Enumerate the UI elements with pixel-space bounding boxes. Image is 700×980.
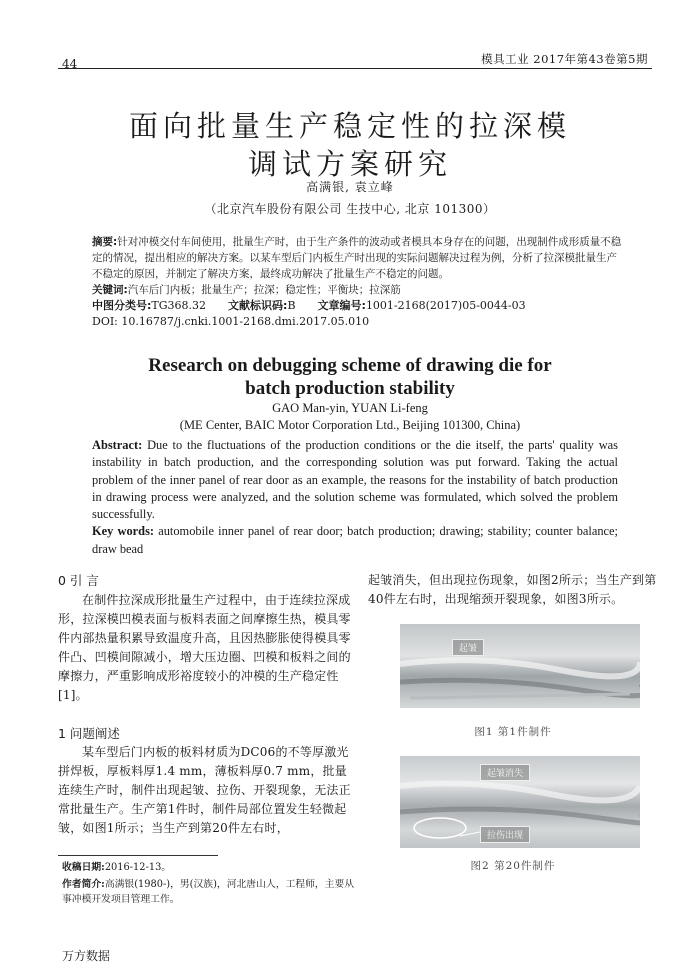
doi: DOI: 10.16787/j.cnki.1001-2168.dmi.2017.05.010 <box>92 315 370 328</box>
cn-abstract-text: 针对冲模交付车间使用，批量生产时，由于生产条件的波动或者模具本身存在的问题，出现制件成形质量不稳定的情况，提出相应的解决方案。以某车型后门内板生产时出现的实际问题解决过程为例，分析了拉深模批量生产不稳定的原因，并制定了解决方案，最终成功解决了批量生产不稳定的问题。 <box>92 236 622 280</box>
en-keywords-text: automobile inner panel of rear door; batch production; drawing; stability; counter balance; draw bead <box>92 524 618 556</box>
cn-classification <box>92 298 622 314</box>
article-no-value: 1001-2168(2017)05-0044-03 <box>365 299 526 312</box>
cn-title-line1: 面向批量生产稳定性的拉深模 <box>128 109 571 143</box>
cn-authors: 高满银, 袁立峰 <box>306 180 394 194</box>
cn-keywords <box>92 282 622 298</box>
section-heading-1: 1 问题阐述 <box>58 726 120 741</box>
doc-code-value: B <box>287 299 296 312</box>
journal-header: 模具工业 2017年第43卷第5期 <box>481 52 648 66</box>
en-authors: GAO Man-yin, YUAN Li-feng <box>272 401 428 415</box>
article-no-label: 文章编号: <box>317 299 366 312</box>
intro-paragraph: 在制件拉深成形批量生产过程中，由于连续拉深成形，拉深模凹模表面与板料表面之间摩擦生热，模具零件内部热量积累导致温度升高，且因热膨胀使得模具零件凸、凹模间隙减小，增大压边圈、凹模和板料之间的摩擦力，严重影响成形裕度较小的冲模的生产稳定性[1]。 <box>58 593 351 702</box>
en-title-line1: Research on debugging scheme of drawing die for <box>148 355 552 376</box>
footnote-rule <box>58 855 218 856</box>
en-abstract-label: Abstract: <box>92 438 143 452</box>
figure-1-tag-wrinkle: 起皱 <box>452 639 484 656</box>
cn-title-line2: 调试方案研究 <box>247 147 452 181</box>
watermark: 万方数据 <box>62 949 111 963</box>
cn-abstract-label: 摘要: <box>92 236 118 248</box>
en-title-line2: batch production stability <box>245 378 455 399</box>
received-label: 收稿日期: <box>62 862 105 873</box>
en-abstract-block <box>92 437 618 558</box>
en-keywords-label: Key words: <box>92 524 155 539</box>
cn-keywords-label: 关键词: <box>92 284 128 296</box>
en-keywords <box>92 523 618 558</box>
cn-abstract <box>92 234 622 282</box>
page-number: 44 <box>62 57 78 71</box>
section-heading-intro: 0 引 言 <box>58 573 99 588</box>
cn-abstract-block <box>92 234 622 330</box>
author-bio-label: 作者简介: <box>62 879 105 890</box>
footnote-author <box>62 877 362 907</box>
cn-affiliation: （北京汽车股份有限公司 生技中心, 北京 101300） <box>204 202 496 216</box>
doc-code-label: 文献标识码: <box>228 299 288 312</box>
figure-2-caption: 图2 第20件制件 <box>470 860 556 872</box>
cn-keywords-text: 汽车后门内板；批量生产；拉深；稳定性；平衡块；拉深筋 <box>127 284 401 296</box>
section-1-paragraph: 某车型后门内板的板料材质为DC06的不等厚激光拼焊板，厚板料厚1.4 mm，薄板料厚0.7 mm，批量连续生产时，制件出现起皱、拉伤、开裂现象，无法正常批量生产。生产第1件时，制件局部位置发生轻微起皱，如图1所示；当生产到第20件左右时， <box>58 745 351 835</box>
en-abstract <box>92 437 618 523</box>
figure-2-tag-wrinkle-gone: 起皱消失 <box>480 764 530 781</box>
en-abstract-text: Due to the fluctuations of the production conditions or the die itself, the parts' quality was instability in batch production, and the corresponding solution was put forward. Taking the actual problem of the inner panel of rear door as an example, the reasons for the instability of batch production in drawing process were analyzed, and the solution scheme was formulated, which solved the problem successfully. <box>92 438 618 522</box>
figure-1-caption: 图1 第1件制件 <box>474 726 552 738</box>
clc-label: 中图分类号: <box>92 299 152 312</box>
author-bio-value: 高满银(1980-)，男(汉族)，河北唐山人，工程师，主要从事冲模开发项目管理工作。 <box>62 879 355 905</box>
footnote-received <box>62 860 362 875</box>
received-value: 2016-12-13。 <box>104 862 172 873</box>
figure-2-tag-strain: 拉伤出现 <box>480 826 530 843</box>
clc-value: TG368.32 <box>151 299 207 312</box>
en-affiliation: (ME Center, BAIC Motor Corporation Ltd., Beijing 101300, China) <box>179 418 521 432</box>
figure-1-photo <box>400 624 640 708</box>
figure-1-image <box>400 624 640 708</box>
header-rule <box>58 68 652 69</box>
right-column-paragraph: 起皱消失，但出现拉伤现象，如图2所示；当生产到第40件左右时，出现缩颈开裂现象，如图3所示。 <box>368 573 657 606</box>
figure-2-image <box>400 756 640 848</box>
